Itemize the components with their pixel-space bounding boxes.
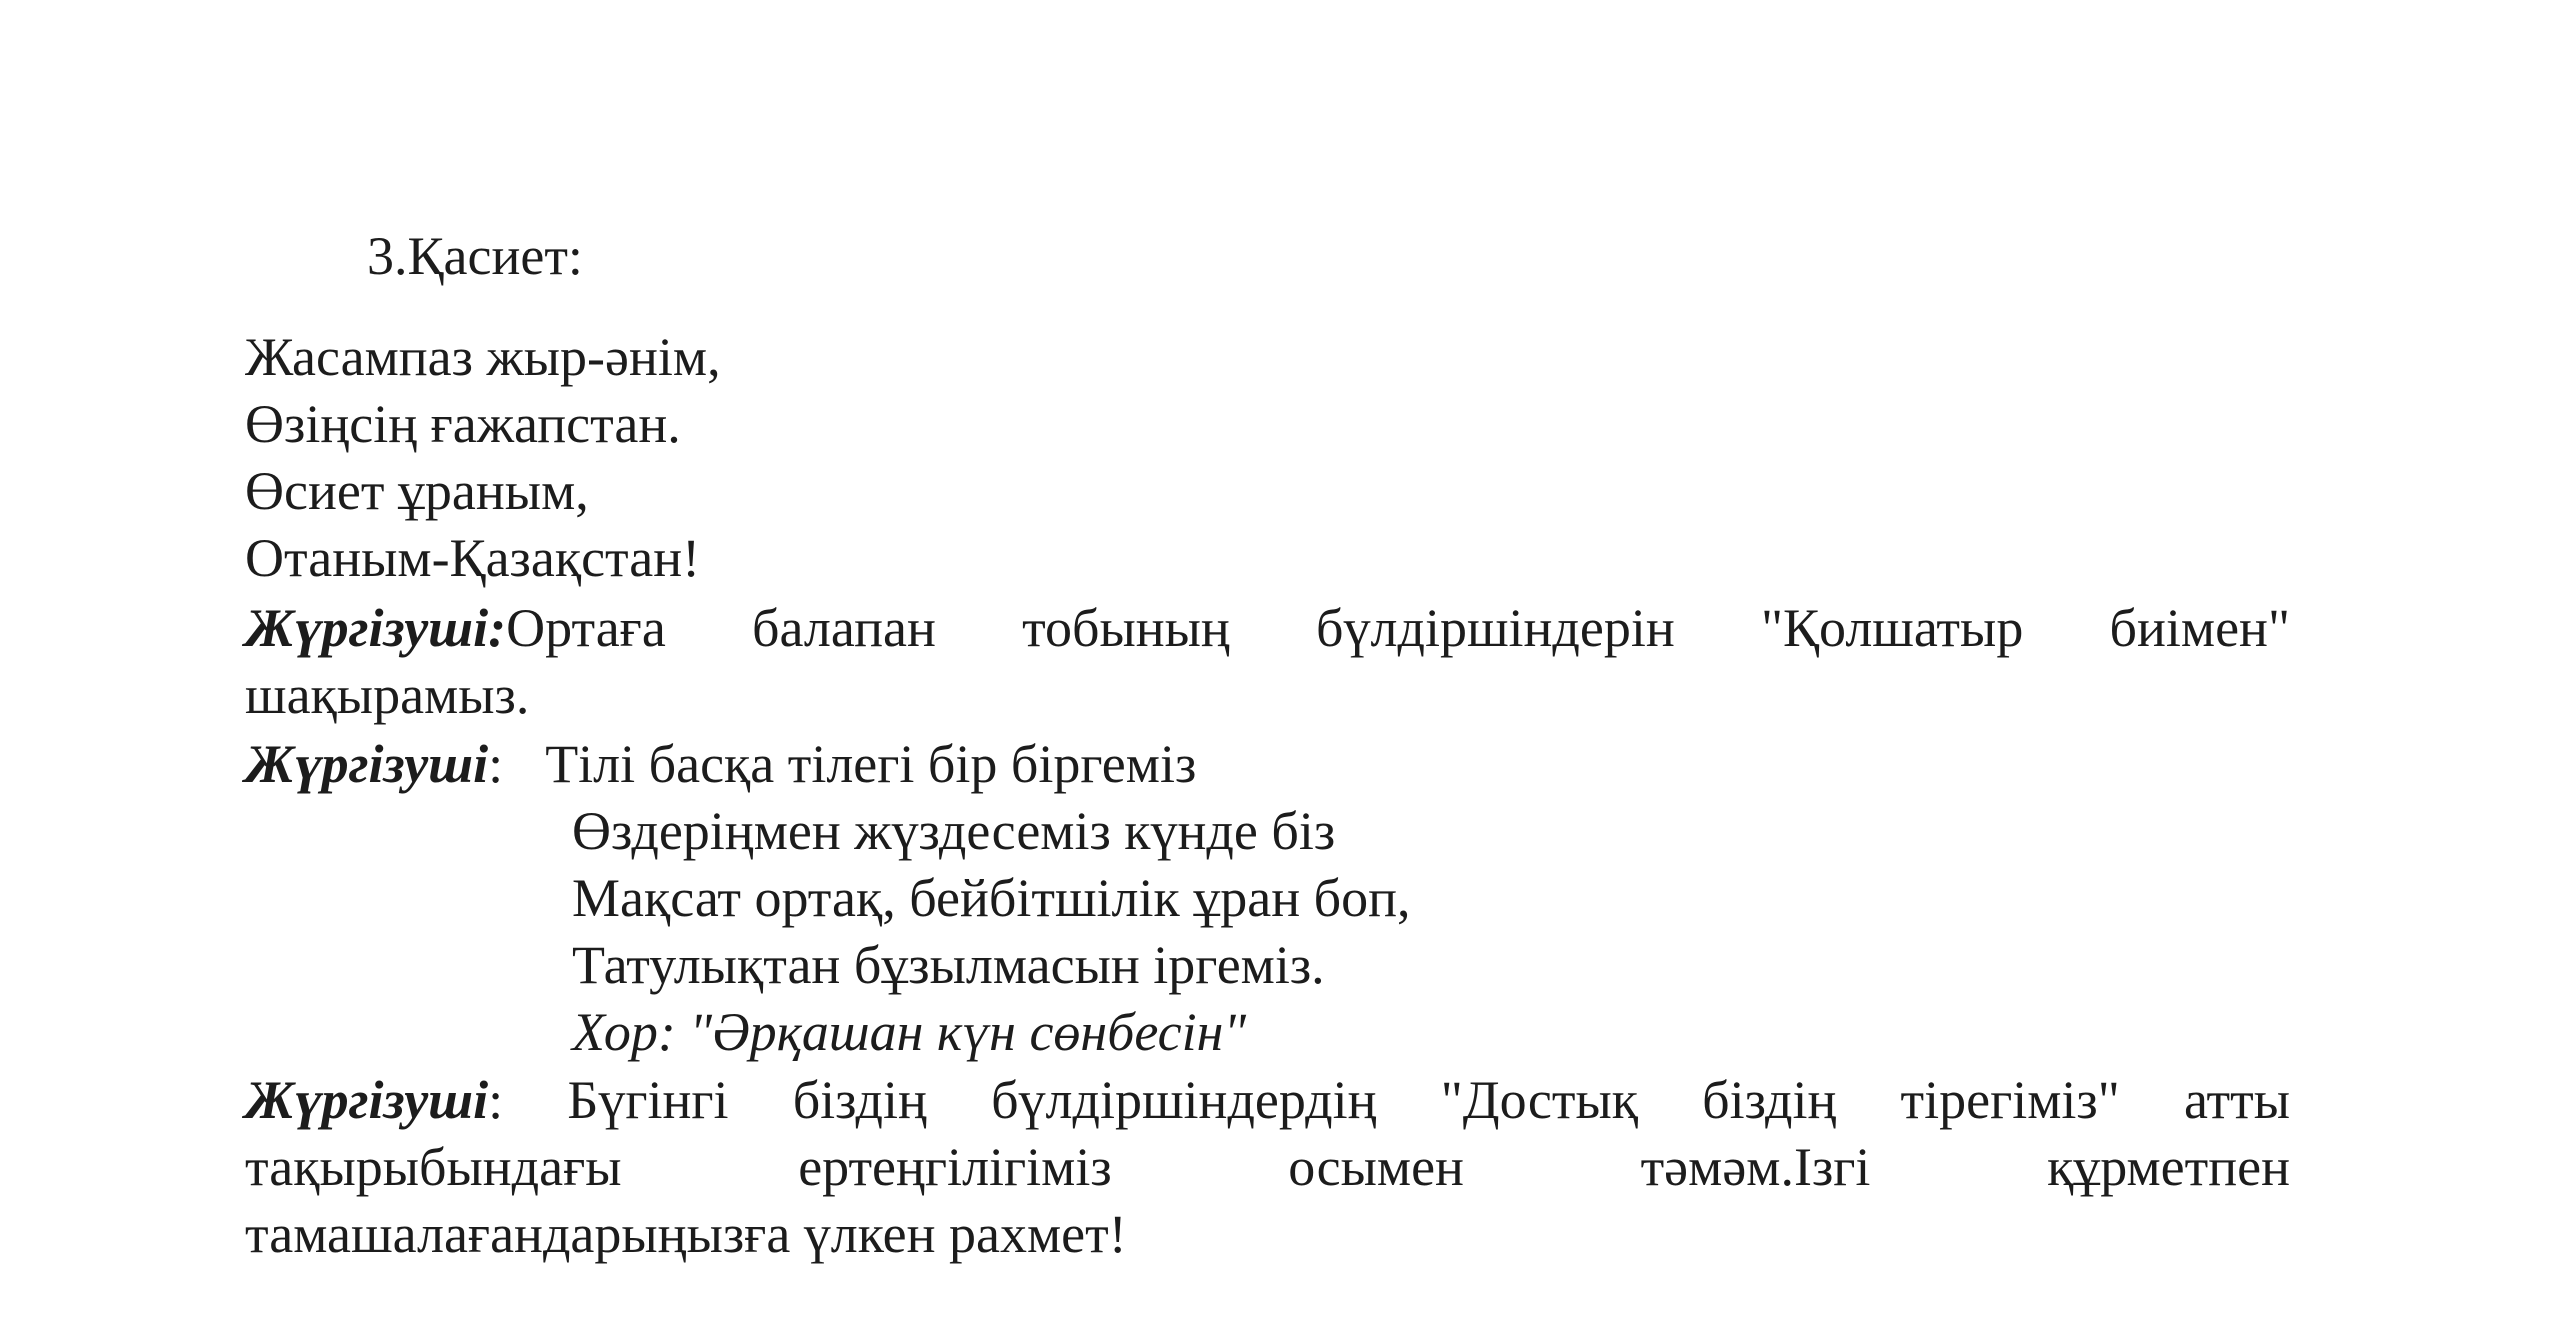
paragraph-2-text: Тілі басқа тілегі бір біргеміз	[545, 734, 1197, 794]
chorus-line: Хор: "Әрқашан күн сөнбесін"	[572, 1002, 1247, 1062]
paragraph-2-line-1	[245, 730, 1196, 798]
verse-line-3: Өсиет ұраным,	[245, 461, 589, 521]
verse-line-2: Өзіңсің ғажапстан.	[245, 394, 681, 454]
speaker-separator: :	[488, 734, 504, 794]
verse-line-4: Отаным-Қазақстан!	[245, 528, 701, 588]
speaker-label: Жүргізуші	[245, 1070, 489, 1130]
poem-line-3: Татулықтан бұзылмасын іргеміз.	[572, 935, 1325, 995]
paragraph-1-line-1	[245, 594, 2290, 662]
paragraph-1-line-2: шақырамыз.	[245, 665, 530, 725]
poem-line-1: Өздеріңмен жүздесеміз күнде біз	[572, 801, 1336, 861]
speaker-label: Жүргізуші	[245, 598, 489, 658]
speaker-separator: :	[488, 598, 507, 658]
verse-line-1: Жасампаз жыр-әнім,	[245, 327, 721, 387]
speaker-label: Жүргізуші	[245, 734, 489, 794]
paragraph-3-line-1	[245, 1066, 2290, 1134]
poem-line-2: Мақсат ортақ, бейбітшілік ұран боп,	[572, 868, 1411, 928]
paragraph-3-line-2: тақырыбындағы ертеңгілігіміз осымен тәмәм.Ізгі құрметпен	[245, 1137, 2290, 1197]
paragraph-1-text: Ортаға балапан тобының бүлдіршіндерін "Қолшатыр биімен"	[506, 598, 2290, 658]
paragraph-3-line-3: тамашалағандарыңызға үлкен рахмет!	[245, 1204, 1127, 1264]
section-heading: 3.Қасиет:	[367, 226, 583, 286]
speaker-separator: :	[488, 1070, 504, 1130]
paragraph-3-text: Бүгінгі біздің бүлдіршіндердің "Достық біздің тірегіміз" атты	[567, 1070, 2290, 1130]
